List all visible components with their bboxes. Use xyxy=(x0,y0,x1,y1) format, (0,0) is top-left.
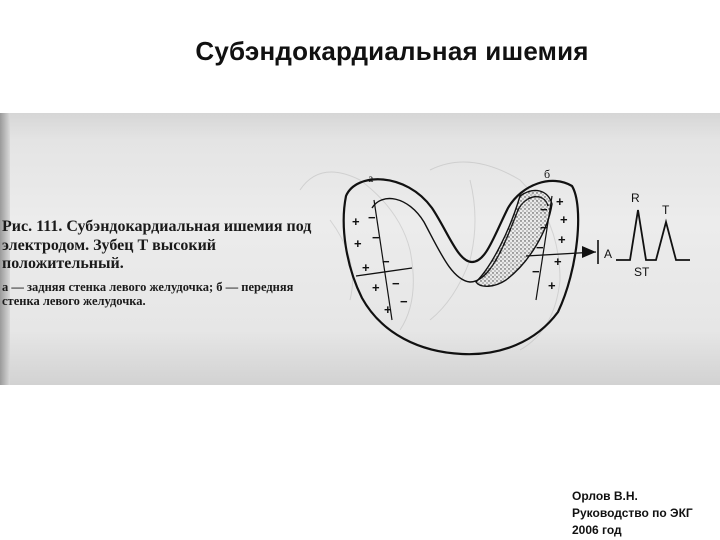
charge-minus: − xyxy=(540,202,548,217)
credit-book: Руководство по ЭКГ xyxy=(572,506,693,520)
charge-minus: − xyxy=(540,220,548,235)
label-electrode: А xyxy=(604,247,613,261)
credit-year: 2006 год xyxy=(572,523,622,537)
charges-wall-a xyxy=(352,210,408,317)
charge-plus: + xyxy=(554,254,562,269)
charge-plus: + xyxy=(352,214,360,229)
charge-plus: + xyxy=(362,260,370,275)
charge-plus: + xyxy=(556,194,564,209)
charge-minus: − xyxy=(536,240,544,255)
charge-minus: − xyxy=(400,294,408,309)
charge-minus: − xyxy=(392,276,400,291)
ecg-label-r: R xyxy=(631,191,640,205)
electrode-arrow-icon xyxy=(582,246,596,258)
charge-plus: + xyxy=(548,278,556,293)
charge-plus: + xyxy=(384,302,392,317)
charge-plus: + xyxy=(372,280,380,295)
charge-plus: + xyxy=(560,212,568,227)
ecg-label-st: ST xyxy=(634,265,650,279)
ecg-label-t: T xyxy=(662,203,670,217)
credit-author: Орлов В.Н. xyxy=(572,489,638,503)
charge-minus: − xyxy=(368,210,376,225)
label-wall-b: б xyxy=(544,167,551,181)
label-wall-a: а xyxy=(368,171,374,185)
ecg-trace xyxy=(616,210,690,260)
figure-caption-main: Рис. 111. Субэндокардиальная ишемия под электродом. Зубец Т высокий положительный. xyxy=(2,218,312,272)
charge-minus: − xyxy=(382,254,390,269)
figure-caption-legend: а — задняя стенка левого желудочка; б — передняя стенка левого желудочка. xyxy=(2,279,294,308)
charge-minus: − xyxy=(372,230,380,245)
charge-plus: + xyxy=(354,236,362,251)
source-credit xyxy=(572,488,712,539)
slide-title: Субэндокардиальная ишемия xyxy=(195,36,589,66)
charge-minus: − xyxy=(532,264,540,279)
charge-plus: + xyxy=(558,232,566,247)
